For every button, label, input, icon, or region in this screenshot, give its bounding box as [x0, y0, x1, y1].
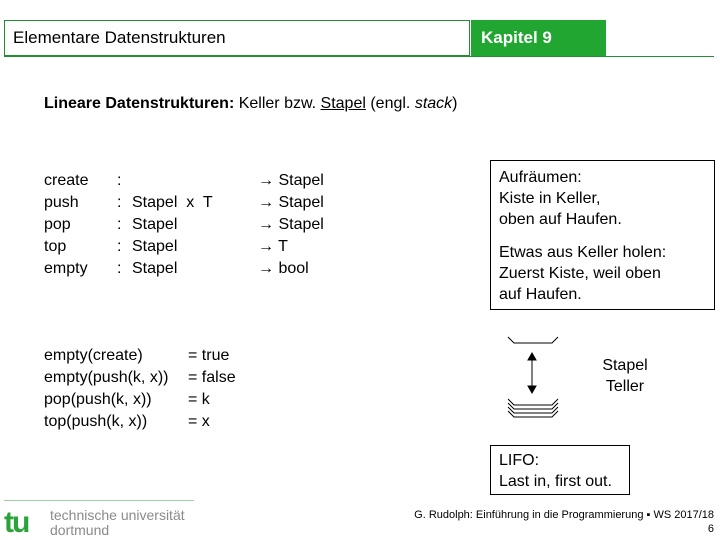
op-args: Stapel	[132, 260, 178, 277]
analogy-line: auf Haufen.	[499, 286, 582, 303]
lifo-box	[490, 445, 630, 495]
op-colon: :	[117, 260, 122, 277]
analogy-box	[490, 160, 715, 310]
plate	[508, 407, 558, 413]
op-colon: :	[117, 194, 122, 211]
chapter-badge: Kapitel 9	[471, 20, 606, 56]
lifo-text: Last in, first out.	[499, 473, 612, 490]
tu-logo-mark: tu	[4, 506, 29, 539]
university-name-line: dortmund	[50, 522, 110, 538]
plate-stack-illustration	[500, 333, 570, 423]
op-result: → Stapel	[258, 216, 324, 233]
op-result: → bool	[258, 260, 309, 277]
lifo-title: LIFO:	[499, 452, 540, 469]
axiom-rhs: = k	[188, 391, 210, 408]
stack-label-line: Teller	[605, 378, 645, 395]
university-name-line: technische universität	[50, 507, 185, 523]
heading-paren-close: )	[452, 95, 458, 112]
university-name	[50, 508, 185, 538]
analogy-line: Zuerst Kiste, weil oben	[499, 265, 661, 282]
axiom-rhs: = false	[188, 369, 236, 386]
plate	[508, 411, 558, 417]
op-name: create	[44, 172, 89, 189]
op-args: Stapel x T	[132, 194, 213, 211]
op-result: → T	[258, 238, 288, 255]
analogy-line: Kiste in Keller,	[499, 190, 601, 207]
section-heading	[44, 95, 458, 113]
axiom-lhs: empty(create)	[44, 347, 143, 364]
op-name: empty	[44, 260, 88, 277]
heading-paren-open: (engl.	[365, 95, 415, 112]
top-plate	[508, 337, 558, 343]
arrow-down-head	[528, 386, 536, 393]
op-name: push	[44, 194, 79, 211]
op-result: → Stapel	[258, 172, 324, 189]
op-colon: :	[117, 216, 122, 233]
axiom-rhs: = x	[188, 413, 210, 430]
op-args: Stapel	[132, 238, 178, 255]
slide-header	[0, 0, 720, 60]
analogy-store	[499, 167, 706, 230]
axiom-rhs: = true	[188, 347, 230, 364]
citation-text: G. Rudolph: Einführung in die Programmierung ▪ WS 2017/18	[414, 509, 714, 521]
analogy-retrieve	[499, 242, 706, 305]
heading-italic: stack	[414, 95, 453, 112]
analogy-line: Aufräumen:	[499, 169, 582, 186]
op-name: pop	[44, 216, 71, 233]
stack-label	[590, 355, 660, 397]
op-result: → Stapel	[258, 194, 324, 211]
op-colon: :	[117, 238, 122, 255]
header-divider	[4, 56, 714, 57]
axiom-lhs: pop(push(k, x))	[44, 391, 152, 408]
page-number: 6	[707, 523, 714, 535]
university-logo	[4, 500, 204, 540]
heading-bold: Lineare Datenstrukturen:	[44, 95, 235, 112]
analogy-line: oben auf Haufen.	[499, 211, 622, 228]
axiom-lhs: top(push(k, x))	[44, 413, 148, 430]
op-args: Stapel	[132, 216, 178, 233]
analogy-line: Etwas aus Keller holen:	[499, 244, 667, 261]
slide-title: Elementare Datenstrukturen	[4, 20, 470, 56]
heading-underlined: Stapel	[320, 95, 366, 112]
footer-citation	[414, 508, 714, 536]
op-colon: :	[117, 172, 122, 189]
stack-illustration-box	[490, 325, 715, 430]
heading-middle: Keller bzw.	[234, 95, 321, 112]
op-name: top	[44, 238, 67, 255]
arrow-up-head	[528, 353, 536, 360]
plate	[508, 403, 558, 409]
stack-label-line: Stapel	[602, 357, 648, 374]
plate	[508, 399, 558, 405]
axiom-lhs: empty(push(k, x))	[44, 369, 169, 386]
